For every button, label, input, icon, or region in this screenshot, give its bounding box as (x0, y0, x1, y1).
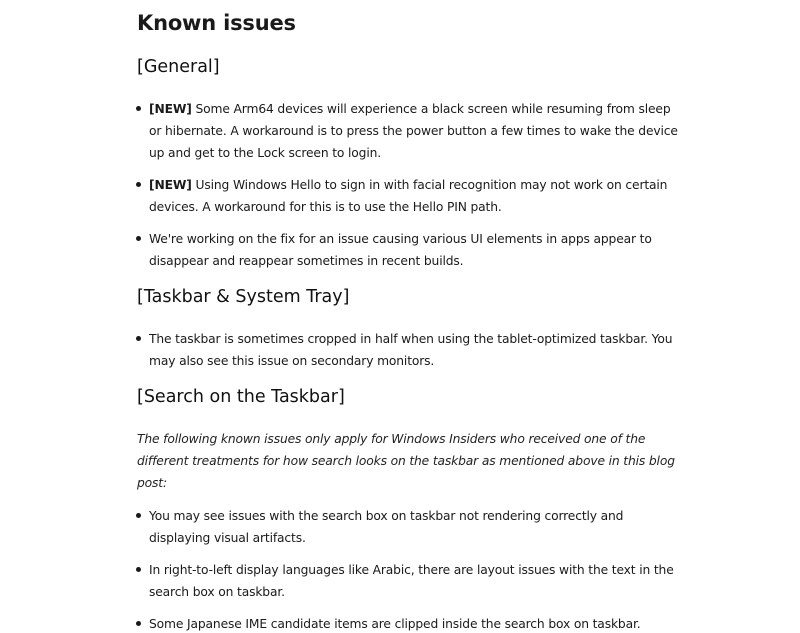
list-item (137, 613, 682, 633)
list-item (137, 559, 682, 603)
bullet-icon (136, 621, 141, 626)
list-item (137, 174, 682, 218)
search-note: The following known issues only apply for Windows Insiders who received one of the different treatments for how search looks on the taskbar as mentioned above in this blog post: (137, 432, 675, 490)
list-item (137, 228, 682, 272)
list-item-text: Using Windows Hello to sign in with facial recognition may not work on certain devices. A workaround for this is to use the Hello PIN path. (149, 178, 668, 214)
page-title: Known issues (137, 11, 296, 35)
bullet-icon (136, 336, 141, 341)
list-item-text: In right-to-left display languages like Arabic, there are layout issues with the text in the search box on taskbar. (149, 563, 674, 599)
list-item-text: You may see issues with the search box on taskbar not rendering correctly and displaying visual artifacts. (149, 509, 624, 545)
list-item (137, 98, 682, 164)
new-tag: [NEW] (149, 178, 192, 192)
taskbar-issues-list (137, 328, 682, 372)
section-heading-search: [Search on the Taskbar] (137, 387, 345, 407)
bullet-icon (136, 236, 141, 241)
bullet-icon (136, 106, 141, 111)
article-content (137, 8, 682, 633)
search-issues-list (137, 505, 682, 633)
list-item-text: We're working on the fix for an issue causing various UI elements in apps appear to disappear and reappear sometimes in recent builds. (149, 232, 652, 268)
bullet-icon (136, 567, 141, 572)
list-item-text: Some Arm64 devices will experience a black screen while resuming from sleep or hibernate. A workaround is to press the power button a few times to wake the device up and get to the Lock screen to login. (149, 102, 678, 160)
bullet-icon (136, 182, 141, 187)
list-item-text: Some Japanese IME candidate items are clipped inside the search box on taskbar. (149, 617, 641, 631)
section-heading-taskbar: [Taskbar & System Tray] (137, 287, 350, 307)
list-item (137, 328, 682, 372)
list-item (137, 505, 682, 549)
general-issues-list (137, 98, 682, 272)
new-tag: [NEW] (149, 102, 192, 116)
list-item-text: The taskbar is sometimes cropped in half when using the tablet-optimized taskbar. You may also see this issue on secondary monitors. (149, 332, 673, 368)
bullet-icon (136, 513, 141, 518)
section-heading-general: [General] (137, 57, 220, 77)
